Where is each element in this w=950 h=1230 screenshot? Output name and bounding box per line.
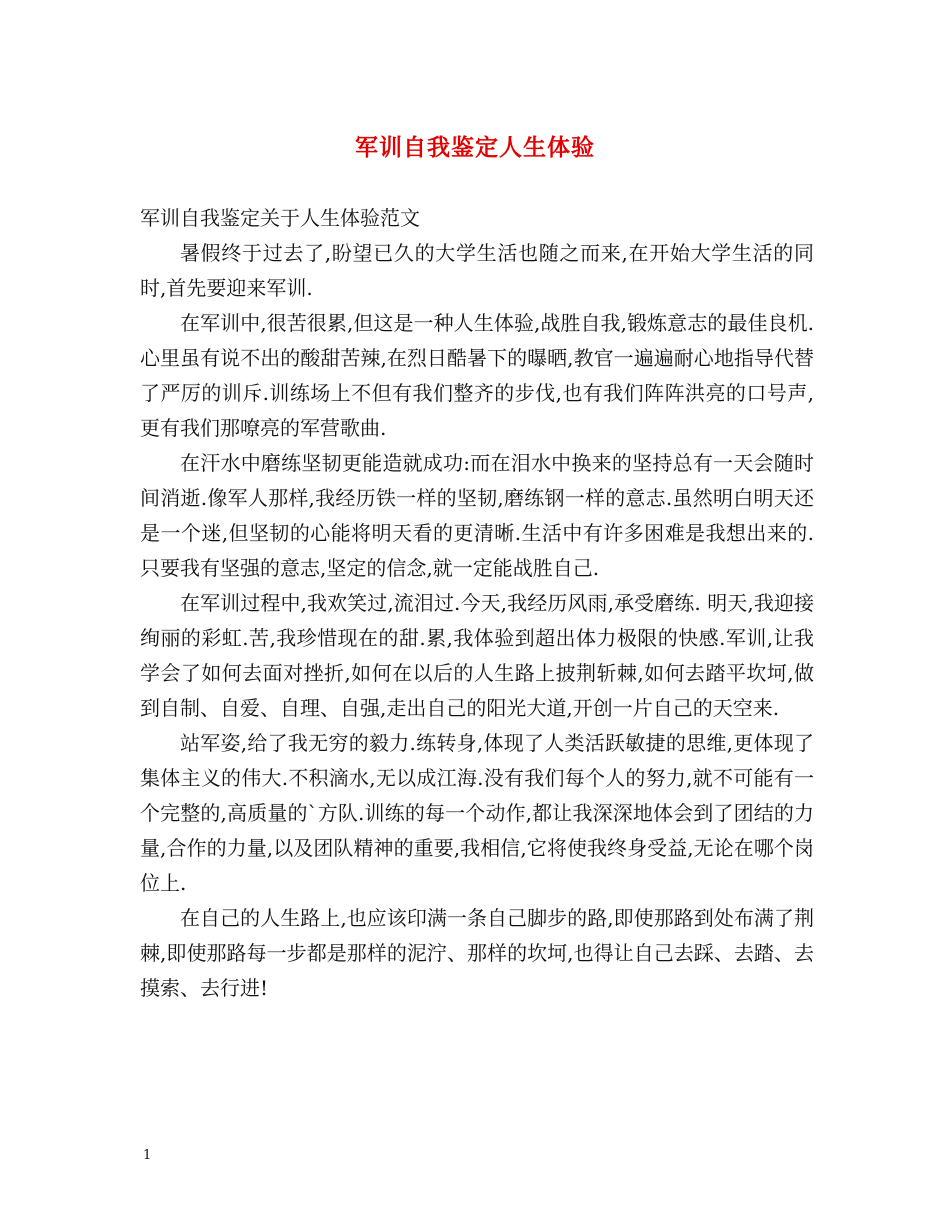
paragraph-2: 在军训中,很苦很累,但这是一种人生体验,战胜自我,锻炼意志的最佳良机.心里虽有说不出的酸甜苦辣,在烈日酷暑下的曝晒,教官一遍遍耐心地指导代替了严厉的训斥.训练场上不但有我们整齐的步伐,也有我们阵阵洪亮的口号声,更有我们那嘹亮的军营歌曲. bbox=[140, 311, 814, 440]
paragraph-1: 暑假终于过去了,盼望已久的大学生活也随之而来,在开始大学生活的同时,首先要迎来军训. bbox=[140, 241, 814, 300]
paragraph-3: 在汗水中磨练坚韧更能造就成功:而在泪水中换来的坚持总有一天会随时间消逝.像军人那样,我经历铁一样的坚韧,磨练钢一样的意志.虽然明白明天还是一个迷,但坚韧的心能将明天看的更清晰.生活中有许多困难是我想出来的.只要我有坚强的意志,坚定的信念,就一定能战胜自己. bbox=[140, 451, 814, 580]
page-number: 1 bbox=[143, 1148, 152, 1163]
paragraph-5: 站军姿,给了我无穷的毅力.练转身,体现了人类活跃敏捷的思维,更体现了集体主义的伟大.不积滴水,无以成江海.没有我们每个人的努力,就不可能有一个完整的,高质量的`方队.训练的每一个动作,都让我深深地体会到了团结的力量,合作的力量,以及团队精神的重要,我相信,它将使我终身受益,无论在哪个岗位上. bbox=[140, 731, 814, 895]
document-subtitle: 军训自我鉴定关于人生体验范文 bbox=[140, 206, 420, 230]
paragraph-4: 在军训过程中,我欢笑过,流泪过.今天,我经历风雨,承受磨练. 明天,我迎接绚丽的彩虹.苦,我珍惜现在的甜.累,我体验到超出体力极限的快感.军训,让我学会了如何去面对挫折,如何在以后的人生路上披荆斩棘,如何去踏平坎坷,做到自制、自爱、自理、自强,走出自己的阳光大道,开创一片自己的天空来. bbox=[140, 591, 814, 720]
paragraph-6: 在自己的人生路上,也应该印满一条自己脚步的路,即使那路到处布满了荆棘,即使那路每一步都是那样的泥泞、那样的坎坷,也得让自己去踩、去踏、去摸索、去行进! bbox=[140, 906, 814, 1000]
document-title: 军训自我鉴定人生体验 bbox=[355, 134, 595, 161]
document-body bbox=[140, 201, 814, 1006]
